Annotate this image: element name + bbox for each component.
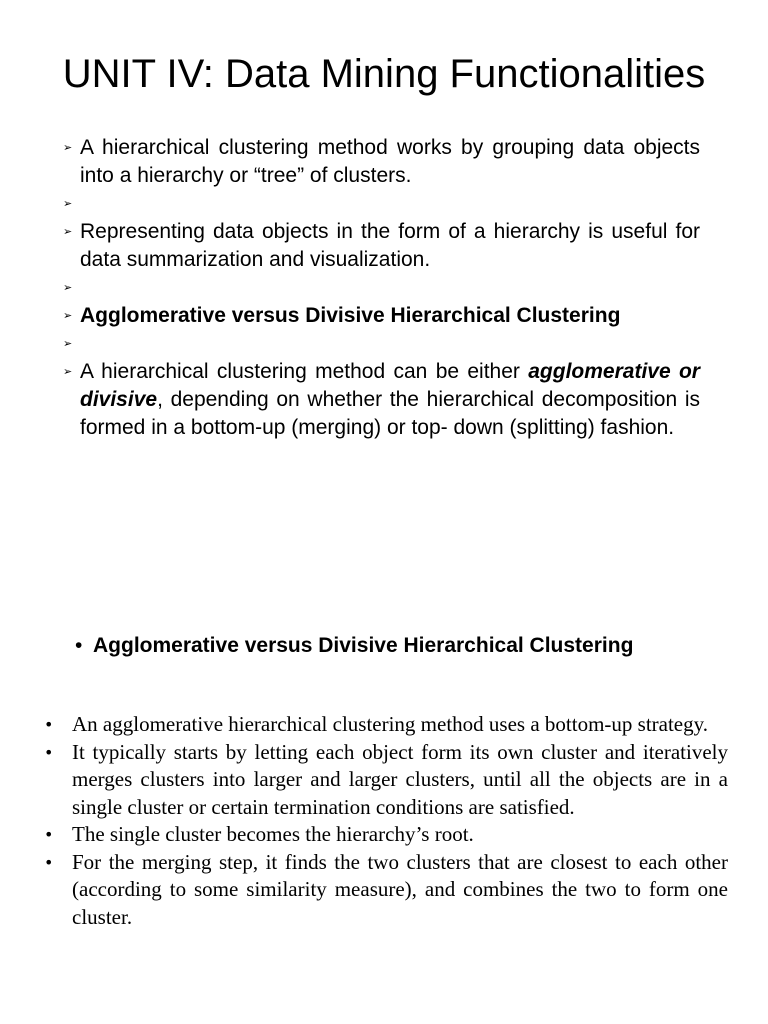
arrow-bullet-icon: ➢: [63, 338, 73, 350]
list-item: [60, 358, 700, 442]
list-item-text: [80, 360, 700, 439]
arrow-bullet-icon: ➢: [63, 198, 73, 210]
subheading-text: Agglomerative versus Divisive Hierarchical Clustering: [93, 634, 634, 657]
list-item: [60, 218, 700, 274]
list-item-empty: [60, 330, 700, 358]
arrow-bullet-icon: ➢: [63, 282, 73, 294]
list-item: [44, 739, 728, 822]
arrow-bullet-icon: ➢: [63, 142, 73, 154]
list-item: [44, 849, 728, 932]
dot-bullet-icon: •: [44, 825, 54, 844]
text-segment: A hierarchical clustering method can be either: [80, 360, 529, 383]
text-segment: , depending on whether the hierarchical decomposition is formed in a bottom-up (merging) or top- down (splitting) fashion.: [80, 388, 700, 439]
slide-title: UNIT IV: Data Mining Functionalities: [62, 52, 706, 96]
list-item-text: Representing data objects in the form of a hierarchy is useful for data summarization and visualization.: [80, 220, 700, 271]
list-item-empty: [60, 274, 700, 302]
list-item-empty: [60, 190, 700, 218]
subheading: [75, 632, 735, 660]
arrow-bullet-icon: ➢: [63, 366, 73, 378]
list-item-text: The single cluster becomes the hierarchy’s root.: [72, 822, 474, 846]
list-item-text: For the merging step, it finds the two clusters that are closest to each other (according to some similarity measure), and combines the two to form one cluster.: [72, 849, 728, 929]
arrow-bullet-list: [60, 134, 700, 442]
list-item: [44, 821, 728, 849]
list-item-text: An agglomerative hierarchical clustering method uses a bottom-up strategy.: [72, 712, 709, 736]
dot-bullet-icon: •: [44, 715, 54, 734]
list-item-text: A hierarchical clustering method works by grouping data objects into a hierarchy or “tree” of clusters.: [80, 136, 700, 187]
dot-bullet-icon: •: [75, 634, 83, 657]
arrow-bullet-icon: ➢: [63, 226, 73, 238]
arrow-bullet-icon: ➢: [63, 310, 73, 322]
dot-bullet-list: [44, 711, 728, 931]
dot-bullet-icon: •: [44, 852, 54, 872]
list-item: [44, 711, 728, 739]
list-item: [60, 134, 700, 190]
dot-bullet-icon: •: [44, 742, 54, 762]
section-heading: Agglomerative versus Divisive Hierarchical Clustering: [80, 304, 621, 327]
list-item-text: It typically starts by letting each object form its own cluster and iteratively merges clusters into larger and larger clusters, until all the objects are in a single cluster or certain termination conditions are satisfied.: [72, 739, 728, 819]
emphasis-text: agglomerative or divisive: [80, 360, 700, 411]
list-item: [60, 302, 700, 330]
